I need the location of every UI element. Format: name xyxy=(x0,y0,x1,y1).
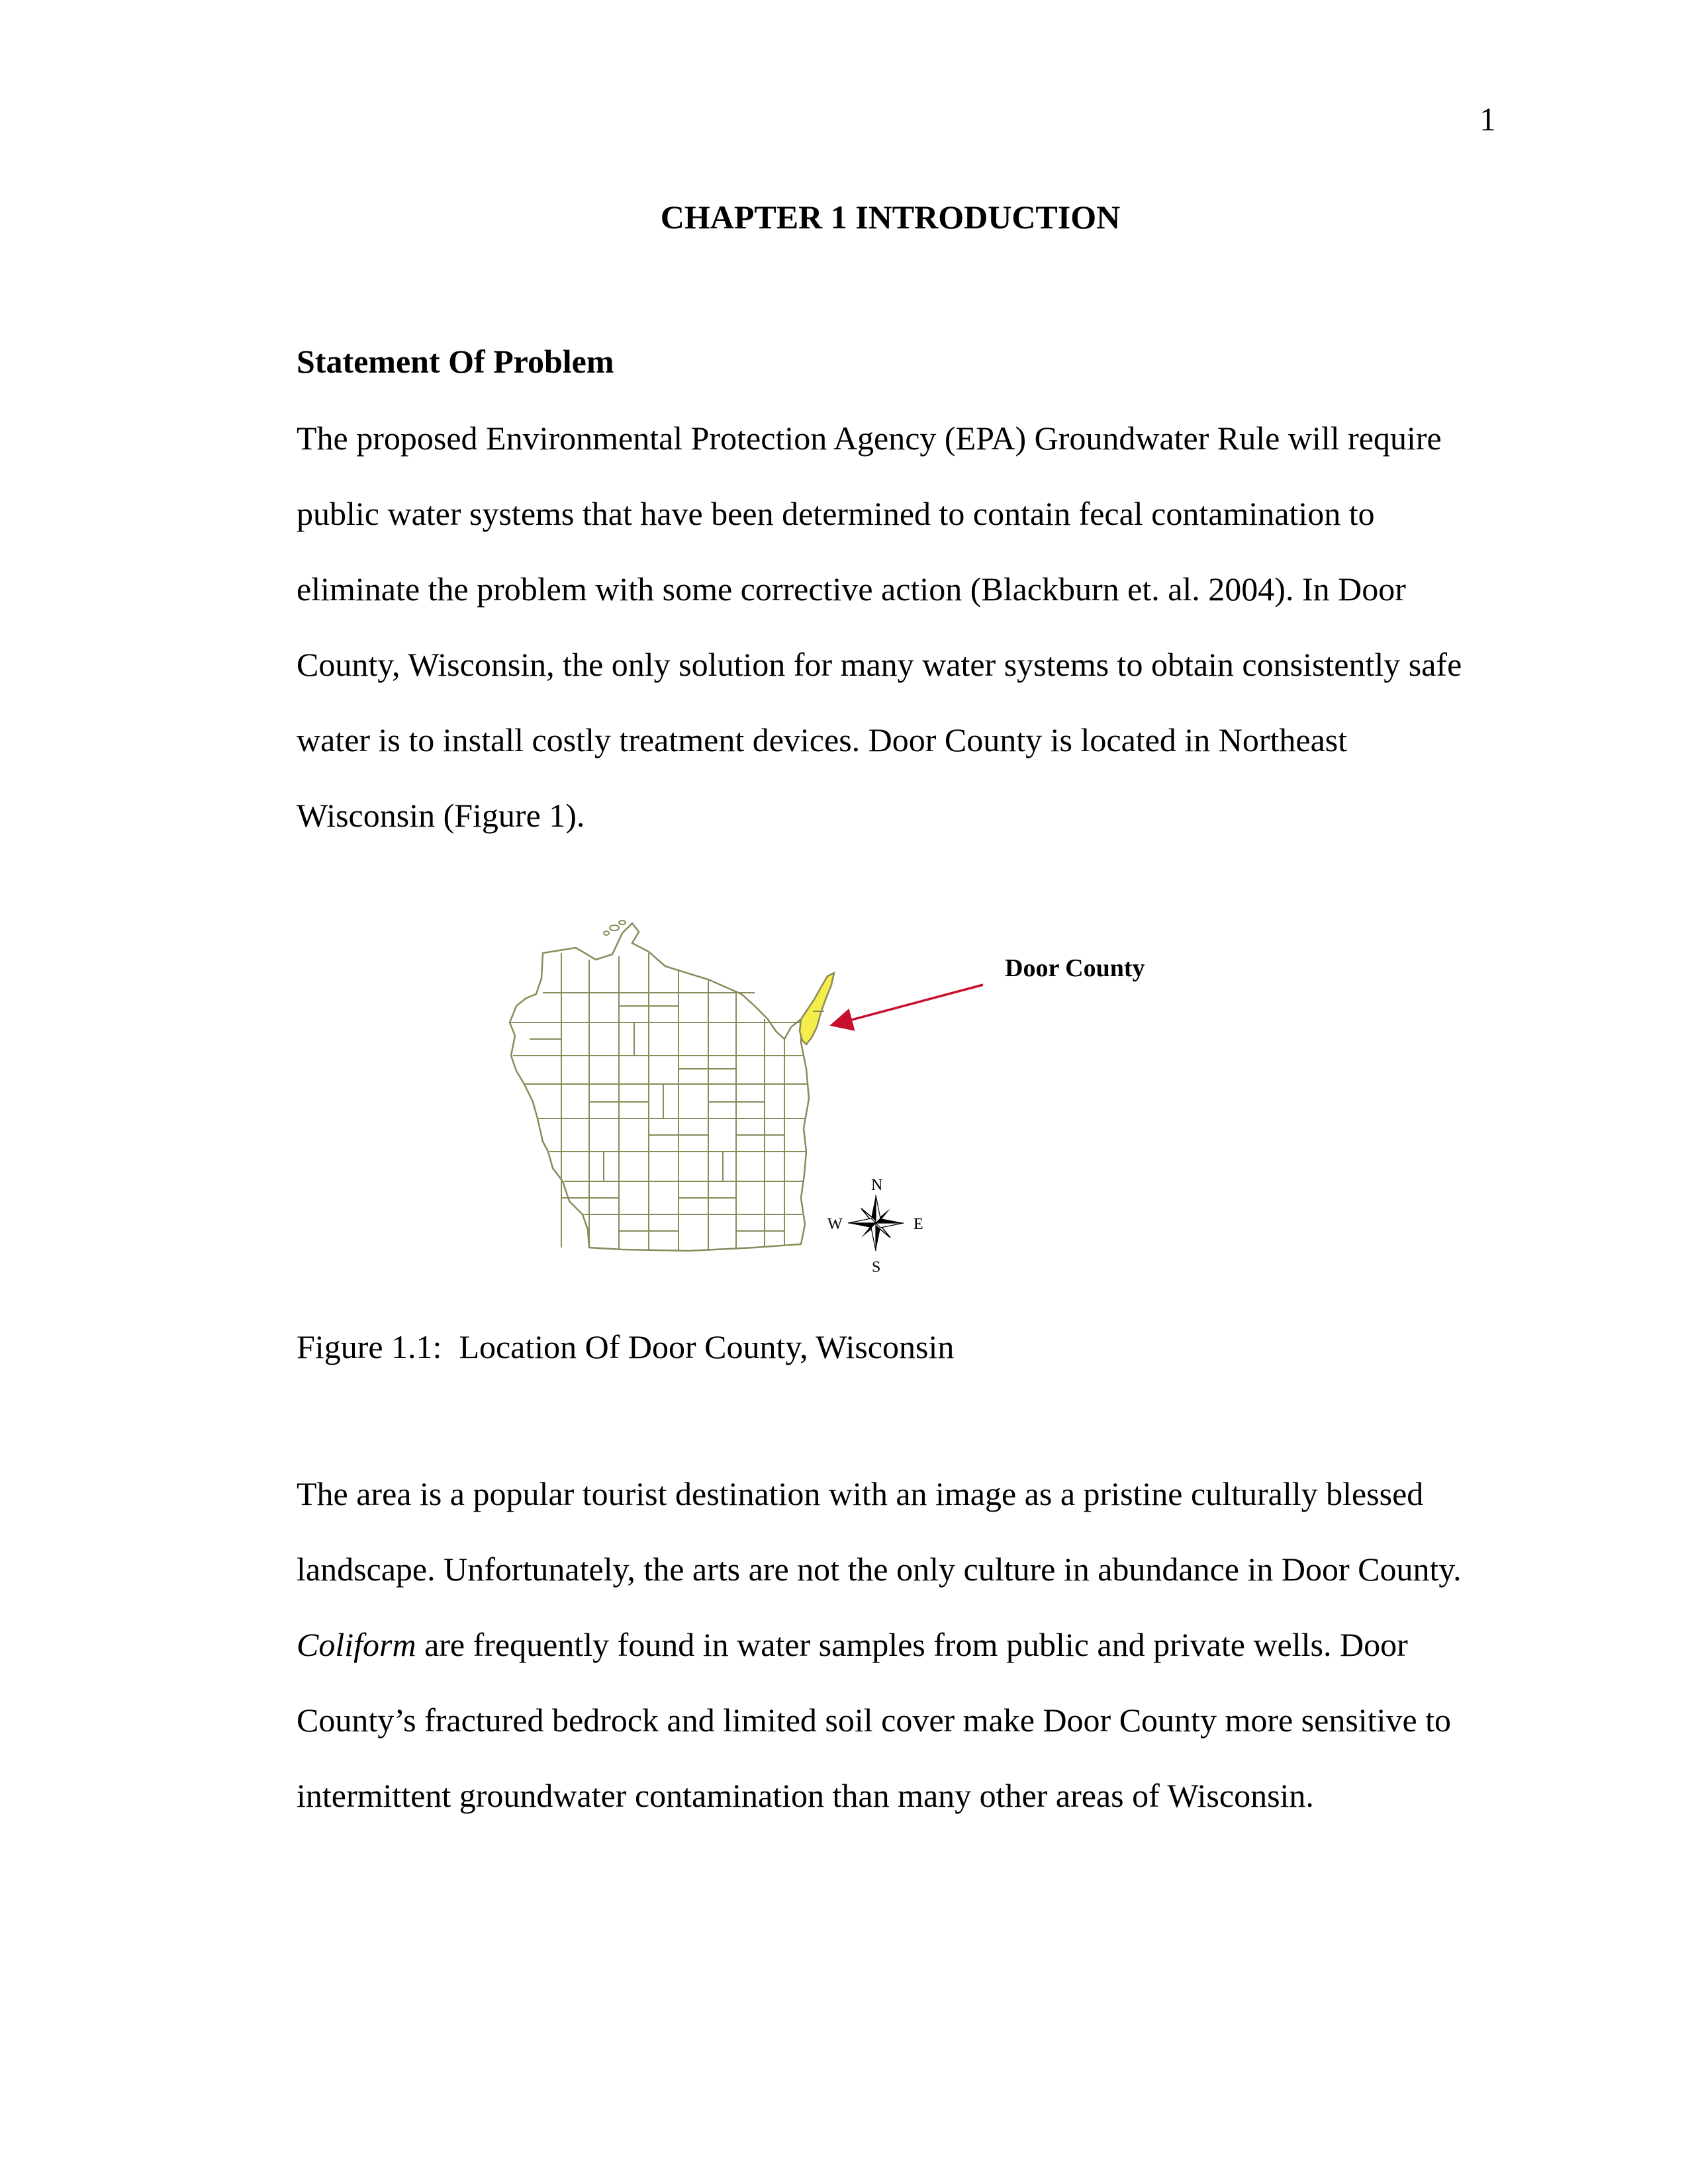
wisconsin-map xyxy=(490,913,1218,1304)
paragraph-line: The proposed Environmental Protection Agency (EPA) Groundwater Rule will require xyxy=(297,420,1442,457)
wisconsin-map-figure xyxy=(490,913,1218,1304)
compass-icon xyxy=(848,1195,904,1251)
compass-n: N xyxy=(871,1177,883,1194)
compass-w: W xyxy=(827,1216,843,1233)
paragraph-line: water is to install costly treatment devices. Door County is located in Northeast xyxy=(297,721,1348,758)
pointer-arrow xyxy=(834,985,983,1024)
paragraph-line: public water systems that have been determined to contain fecal contamination to xyxy=(297,495,1375,532)
paragraph-line xyxy=(297,1607,1521,1682)
door-county xyxy=(800,973,834,1044)
paragraph-line: County’s fractured bedrock and limited soil cover make Door County more sensitive to xyxy=(297,1702,1452,1739)
figure-caption-label: Figure 1.1: xyxy=(297,1328,442,1365)
intro-paragraph xyxy=(297,400,1521,853)
paragraph-line: County, Wisconsin, the only solution for many water systems to obtain consistently safe xyxy=(297,646,1462,683)
paragraph-line: intermittent groundwater contamination than many other areas of Wisconsin. xyxy=(297,1777,1314,1814)
paragraph-line: eliminate the problem with some corrective action (Blackburn et. al. 2004). In Door xyxy=(297,570,1406,608)
tourism-paragraph xyxy=(297,1456,1521,1833)
chapter-title: CHAPTER 1 INTRODUCTION xyxy=(660,199,1121,236)
paragraph-line: Wisconsin (Figure 1). xyxy=(297,797,585,834)
section-heading: Statement Of Problem xyxy=(297,343,614,380)
coliform-term: Coliform xyxy=(297,1626,416,1663)
page-number: 1 xyxy=(1479,101,1496,138)
paragraph-line: The area is a popular tourist destination with an image as a pristine culturally blessed xyxy=(297,1475,1424,1512)
door-county-label: Door County xyxy=(1005,954,1145,982)
compass-e: E xyxy=(914,1216,923,1233)
figure-caption-text: Location Of Door County, Wisconsin xyxy=(459,1328,955,1365)
figure-caption xyxy=(297,1327,954,1367)
compass-s: S xyxy=(872,1259,881,1276)
paragraph-line-rest: are frequently found in water samples from public and private wells. Door xyxy=(416,1626,1408,1663)
paragraph-line: landscape. Unfortunately, the arts are not the only culture in abundance in Door County. xyxy=(297,1551,1462,1588)
